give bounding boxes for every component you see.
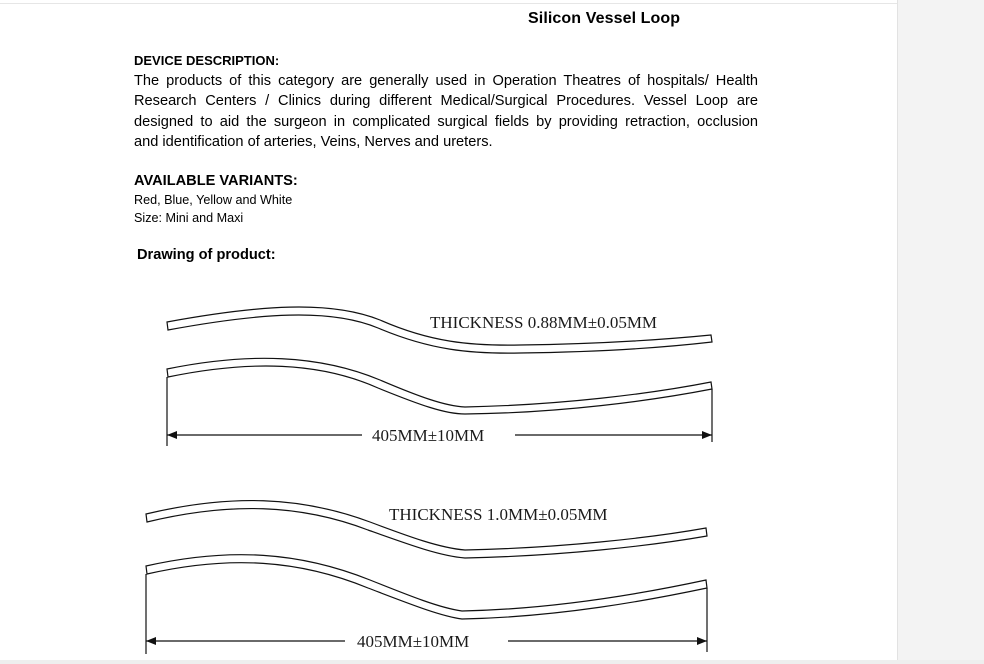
thickness-label-2: THICKNESS 1.0MM±0.05MM [389,505,608,524]
variant-sizes: Size: Mini and Maxi [134,211,244,225]
device-description-label: DEVICE DESCRIPTION: [134,53,280,68]
description-line: designed to aid the surgeon in complicated surgical fields by providing retraction, occlusion [134,113,758,130]
thickness-label-1: THICKNESS 0.88MM±0.05MM [430,313,658,332]
document-title: Silicon Vessel Loop [528,10,681,27]
drawing-label: Drawing of product: [137,247,276,263]
length-label-2: 405MM±10MM [357,632,470,651]
length-label-1: 405MM±10MM [372,426,485,445]
available-variants-label: AVAILABLE VARIANTS: [134,173,298,189]
loop-strip-bottom-2 [146,555,707,619]
description-line: Research Centers / Clinics during different Medical/Surgical Procedures. Vessel Loop are [134,93,758,110]
description-line: The products of this category are generally used in Operation Theatres of hospitals/ Health [134,73,758,89]
variant-colors: Red, Blue, Yellow and White [134,193,293,207]
loop-strip-bottom-1 [167,358,712,414]
description-line: and identification of arteries, Veins, Nerves and ureters. [134,133,493,150]
